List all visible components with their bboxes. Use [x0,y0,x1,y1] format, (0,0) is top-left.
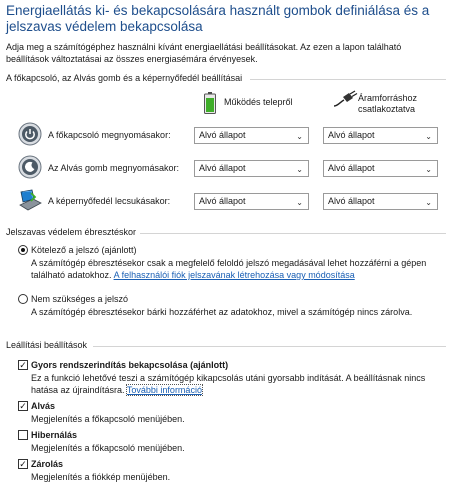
change-password-link[interactable]: A felhasználói fiók jelszavának létrehozása vagy módosítása [113,270,355,280]
sleep-button-plugged-select[interactable] [323,160,438,177]
power-plug-icon [332,90,358,108]
chevron-down-icon: ⌄ [425,165,432,174]
col-header-plugged-line1: Áramforráshoz [358,93,418,103]
hibernate-option-label[interactable]: Hibernálás [31,430,78,440]
fast-startup-description-line2 [31,384,202,396]
select-value: Alvó állapot [328,130,375,140]
lock-checkbox[interactable]: ✓ [19,459,27,469]
password-not-required-label[interactable]: Nem szükséges a jelszó [31,294,129,304]
laptop-lid-icon [18,188,42,212]
sleep-button-icon [18,155,42,179]
shutdown-section-title: Leállítási beállítások [6,340,88,350]
more-info-link[interactable]: További információ [126,385,202,395]
power-button-battery-select[interactable] [194,127,309,144]
password-required-desc-text: A számítógép ébresztésekor csak a megfelelő feloldó jelszó megadásával lehet hozzáférni a gépen található adatokhoz. [31,258,427,280]
password-not-required-radio[interactable] [18,294,28,304]
power-button-icon [18,122,42,146]
page-description: Adja meg a számítógéphez használni kívánt energiaellátási beállításokat. Az ezen a lapon található beállítások változtatásai az összes energiasémára érvényesek. [6,42,402,64]
battery-icon [204,92,216,114]
power-buttons-section-title: A főkapcsoló, az Alvás gomb és a képernyőfedél beállításai [6,73,243,83]
hibernate-option-description: Megjelenítés a főkapcsoló menüjében. [31,443,185,453]
sleep-button-battery-select[interactable] [194,160,309,177]
sleep-checkbox[interactable]: ✓ [19,401,27,411]
chevron-down-icon: ⌄ [425,132,432,141]
fast-startup-label[interactable]: Gyors rendszerindítás bekapcsolása (ajánlott) [31,360,229,370]
chevron-down-icon: ⌄ [425,198,432,207]
select-value: Alvó állapot [328,163,375,173]
lock-option-label[interactable]: Zárolás [31,459,64,469]
section-divider [93,346,446,347]
sleep-option-label[interactable]: Alvás [31,401,56,411]
section-divider [140,233,446,234]
select-value: Alvó állapot [328,196,375,206]
col-header-plugged-line2: csatlakoztatva [358,104,416,114]
lock-option-description: Megjelenítés a fiókkép menüjében. [31,472,171,482]
lid-close-label: A képernyőfedél lecsukásakor: [48,196,171,206]
section-divider [250,79,446,80]
fast-startup-desc-line2-text: hatása az újraindításra. [31,385,125,395]
power-button-label: A főkapcsoló megnyomásakor: [48,130,171,140]
col-header-battery: Működés telepről [224,97,293,107]
select-value: Alvó állapot [199,130,246,140]
lid-close-battery-select[interactable] [194,193,309,210]
sleep-button-label: Az Alvás gomb megnyomásakor: [48,163,180,173]
select-value: Alvó állapot [199,163,246,173]
hibernate-checkbox[interactable] [18,430,28,440]
select-value: Alvó állapot [199,196,246,206]
chevron-down-icon: ⌄ [296,165,303,174]
password-required-description [31,257,441,281]
password-required-label[interactable]: Kötelező a jelszó (ajánlott) [31,245,137,255]
fast-startup-checkbox[interactable]: ✓ [19,360,27,370]
fast-startup-description: Ez a funkció lehetővé teszi a számítógép kikapcsolás utáni gyorsabb indítását. A beállításnak nincs [31,373,426,383]
col-header-plugged-in [358,93,438,115]
chevron-down-icon: ⌄ [296,198,303,207]
password-required-radio[interactable] [18,245,28,255]
password-section-title: Jelszavas védelem ébresztéskor [6,227,137,237]
lid-close-plugged-select[interactable] [323,193,438,210]
page-title: Energiaellátás ki- és bekapcsolására használt gombok definiálása és a jelszavas védelem bekapcsolása [6,3,430,34]
password-not-required-description: A számítógép ébresztésekor bárki hozzáférhet az adatokhoz, mivel a számítógép nincs zárolva. [31,307,413,317]
power-button-plugged-select[interactable] [323,127,438,144]
chevron-down-icon: ⌄ [296,132,303,141]
sleep-option-description: Megjelenítés a főkapcsoló menüjében. [31,414,185,424]
